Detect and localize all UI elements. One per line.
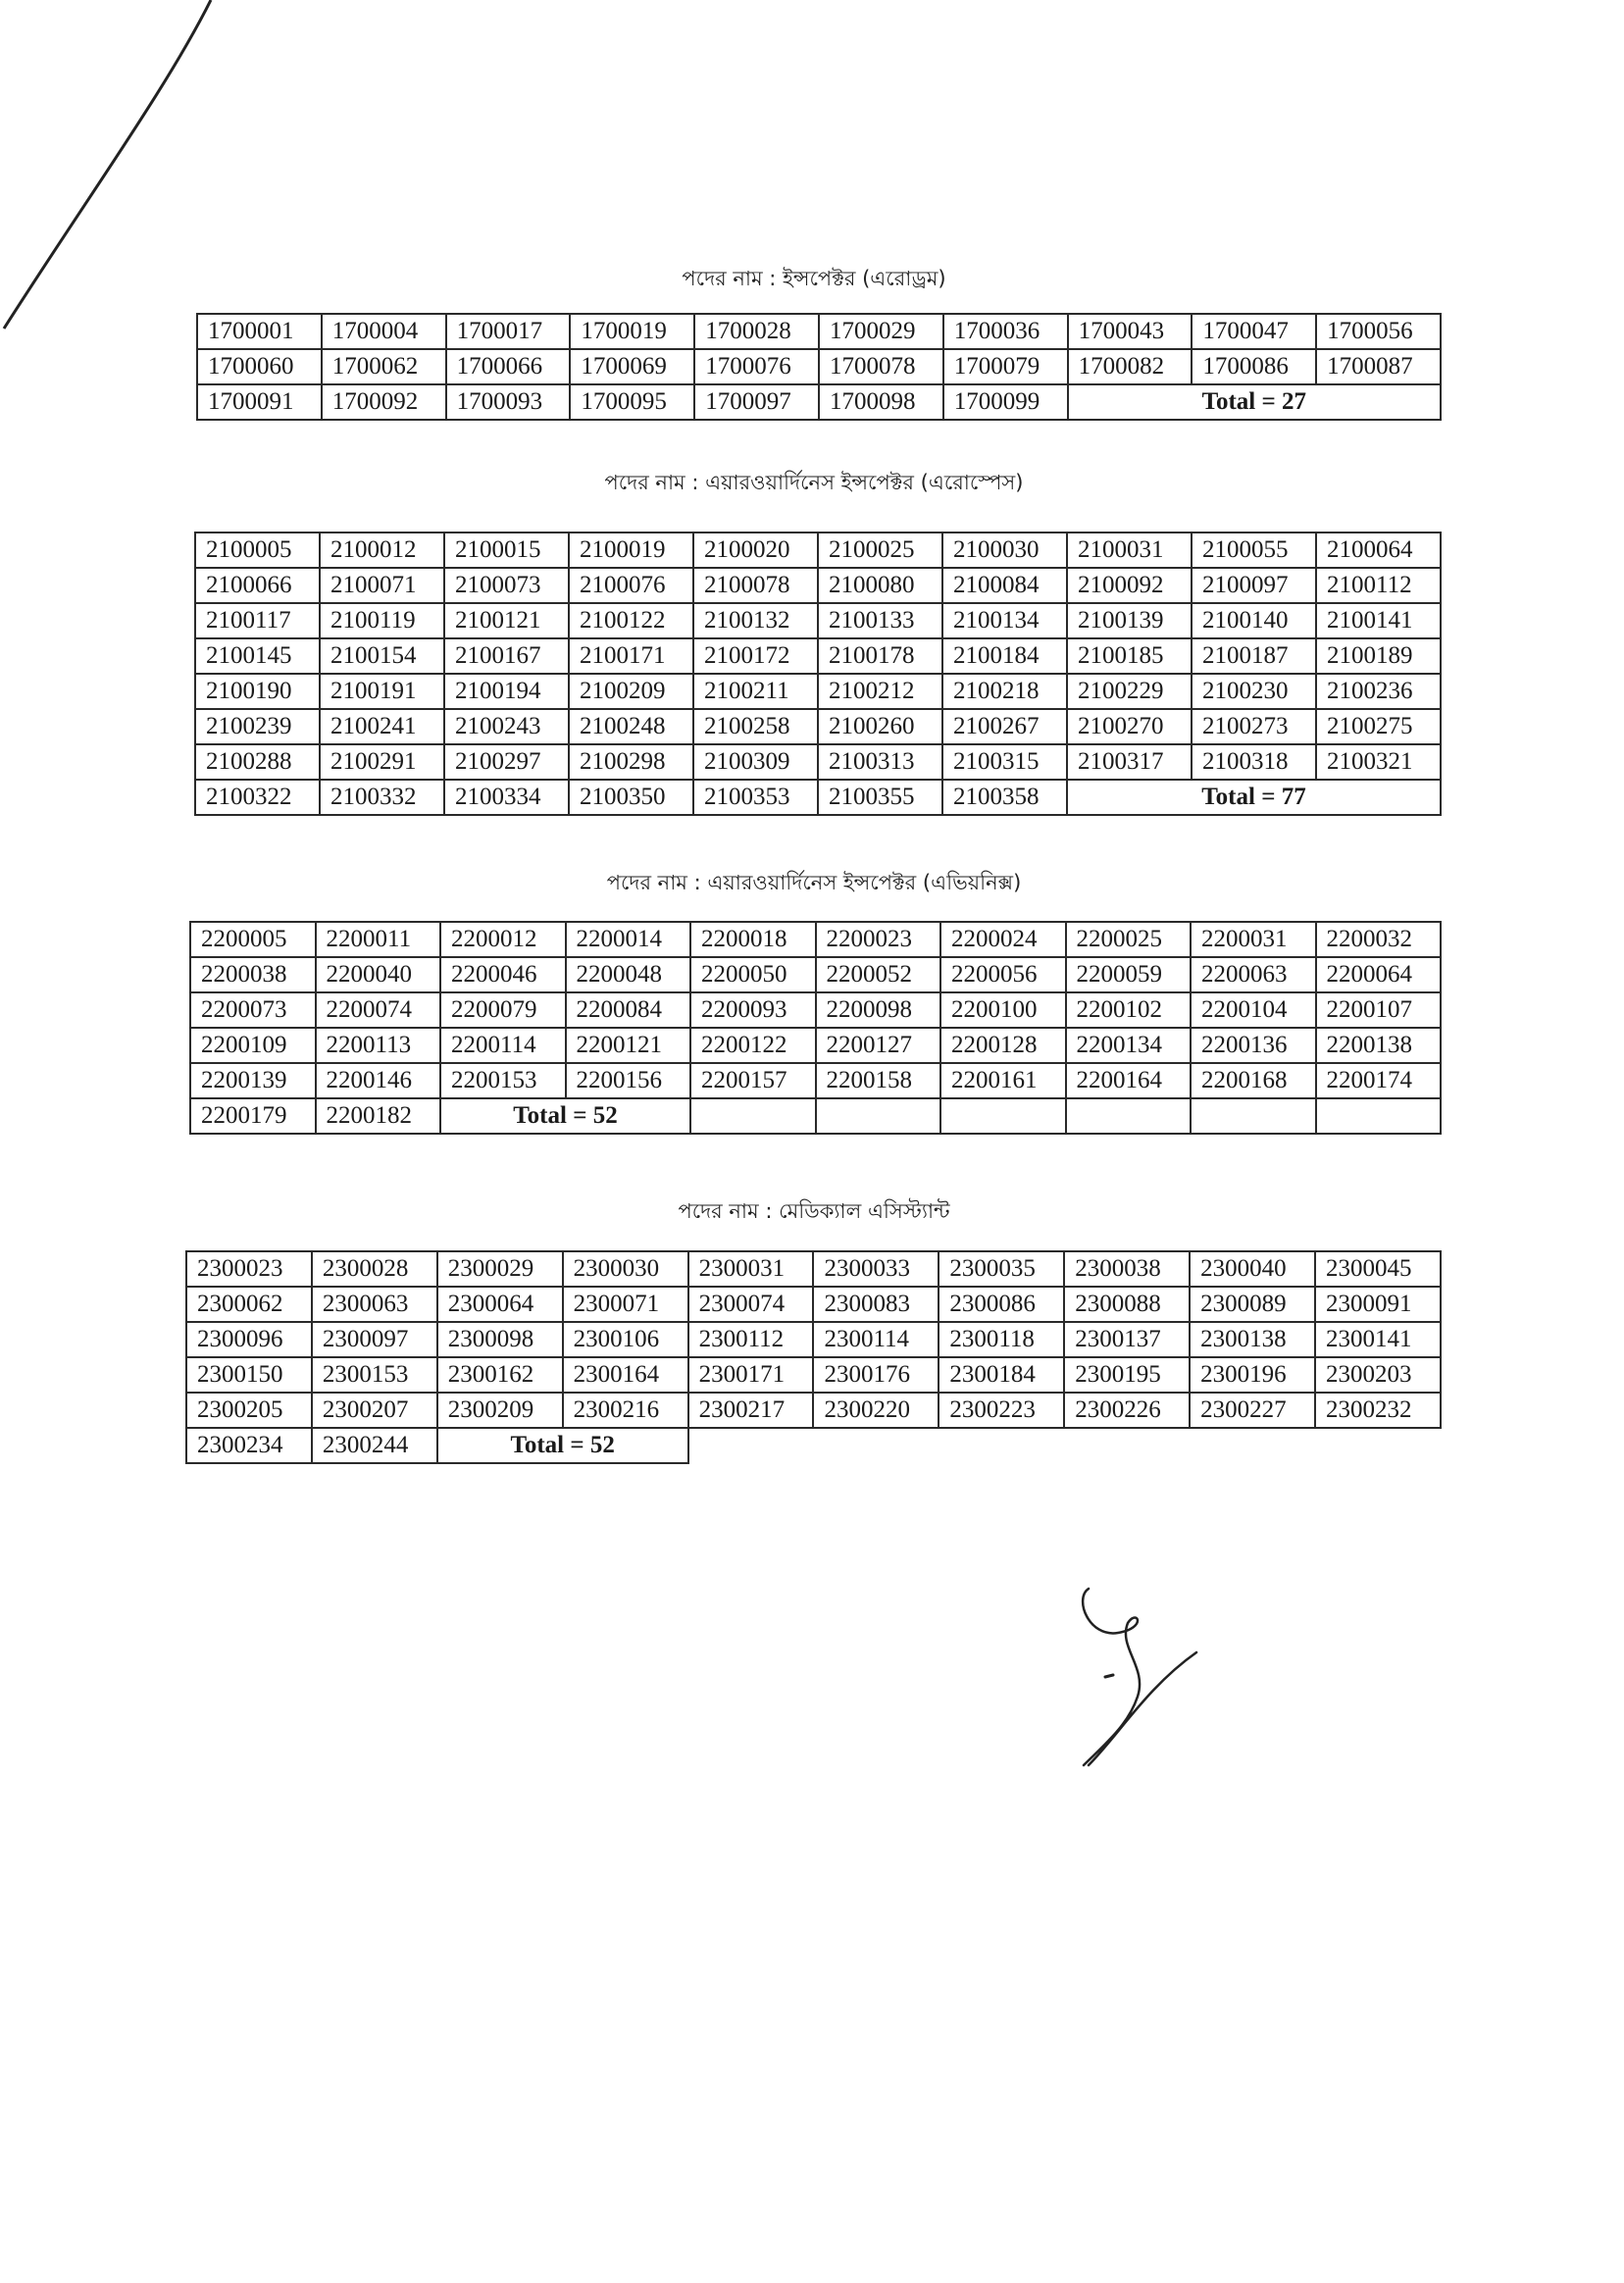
roll-number-cell: 2300040	[1190, 1251, 1315, 1287]
roll-number-cell: 2100172	[693, 638, 818, 674]
roll-number-cell: 2300089	[1190, 1287, 1315, 1322]
roll-number-cell: 2200182	[316, 1098, 441, 1134]
roll-number-cell: 2100236	[1316, 674, 1441, 709]
roll-number-cell: 1700078	[819, 349, 943, 384]
empty-cell	[816, 1098, 941, 1134]
roll-number-cell: 2200046	[440, 957, 566, 992]
roll-number-cell: 1700069	[570, 349, 694, 384]
table-row	[186, 1251, 1441, 1287]
roll-number-cell: 2200158	[816, 1063, 941, 1098]
roll-number-cell: 1700076	[694, 349, 819, 384]
roll-number-cell: 2300227	[1190, 1393, 1315, 1428]
roll-number-cell: 1700066	[446, 349, 571, 384]
roll-number-cell: 2100019	[569, 533, 693, 568]
roll-number-cell: 2200025	[1066, 922, 1192, 957]
roll-number-cell: 2100258	[693, 709, 818, 744]
roll-number-cell: 2200038	[190, 957, 316, 992]
roll-number-cell: 1700004	[322, 314, 446, 349]
table-row	[195, 780, 1441, 815]
roll-number-cell: 2200031	[1191, 922, 1316, 957]
table-row	[195, 603, 1441, 638]
roll-number-cell: 2200102	[1066, 992, 1192, 1028]
roll-number-cell: 2300217	[688, 1393, 814, 1428]
table-row	[190, 1028, 1441, 1063]
roll-number-cell: 2100288	[195, 744, 320, 780]
roll-table	[196, 313, 1442, 421]
roll-number-cell: 2200168	[1191, 1063, 1316, 1098]
roll-number-cell: 2300176	[813, 1357, 939, 1393]
roll-number-cell: 2100275	[1316, 709, 1441, 744]
roll-number-cell: 2300096	[186, 1322, 312, 1357]
roll-number-cell: 2200073	[190, 992, 316, 1028]
signature	[1069, 1579, 1216, 1775]
roll-number-cell: 1700099	[943, 384, 1068, 420]
roll-number-cell: 2100073	[444, 568, 569, 603]
roll-number-cell: 2200134	[1066, 1028, 1192, 1063]
roll-number-cell: 2100139	[1067, 603, 1192, 638]
roll-number-cell: 2300232	[1315, 1393, 1441, 1428]
roll-number-cell: 2100078	[693, 568, 818, 603]
roll-number-cell: 2100167	[444, 638, 569, 674]
roll-number-cell: 1700019	[570, 314, 694, 349]
roll-number-cell: 2200084	[566, 992, 691, 1028]
empty-cell	[1316, 1098, 1442, 1134]
roll-number-cell: 2300035	[939, 1251, 1064, 1287]
roll-number-cell: 2200104	[1191, 992, 1316, 1028]
roll-number-cell: 2300063	[312, 1287, 437, 1322]
roll-number-cell: 2100309	[693, 744, 818, 780]
table-row	[197, 384, 1441, 420]
roll-number-cell: 2300226	[1064, 1393, 1190, 1428]
roll-number-cell: 2200114	[440, 1028, 566, 1063]
roll-number-cell: 2100355	[818, 780, 942, 815]
roll-number-cell: 2200011	[316, 922, 441, 957]
table-row	[186, 1393, 1441, 1428]
roll-number-cell: 2100187	[1192, 638, 1316, 674]
roll-number-cell: 2100260	[818, 709, 942, 744]
roll-number-cell: 2200174	[1316, 1063, 1442, 1098]
roll-number-cell: 2300137	[1064, 1322, 1190, 1357]
table-row	[186, 1287, 1441, 1322]
roll-number-cell: 2300029	[437, 1251, 563, 1287]
roll-number-cell: 2100064	[1316, 533, 1441, 568]
table-row	[190, 992, 1441, 1028]
total-cell: Total = 27	[1068, 384, 1441, 420]
total-cell: Total = 77	[1067, 780, 1441, 815]
roll-number-cell: 1700092	[322, 384, 446, 420]
roll-number-cell: 2200157	[690, 1063, 816, 1098]
roll-number-cell: 2200138	[1316, 1028, 1442, 1063]
roll-number-cell: 2200040	[316, 957, 441, 992]
roll-number-cell: 2200156	[566, 1063, 691, 1098]
roll-number-cell: 2100084	[942, 568, 1067, 603]
roll-number-cell: 2200063	[1191, 957, 1316, 992]
roll-number-cell: 2300234	[186, 1428, 312, 1463]
roll-number-cell: 2100030	[942, 533, 1067, 568]
roll-number-cell: 1700091	[197, 384, 322, 420]
roll-number-cell: 2100112	[1316, 568, 1441, 603]
section-heading: পদের নাম : মেডিক্যাল এসিস্ট্যান্ট	[678, 1199, 950, 1223]
roll-number-cell: 2100267	[942, 709, 1067, 744]
roll-number-cell: 2300118	[939, 1322, 1064, 1357]
roll-number-cell: 2300062	[186, 1287, 312, 1322]
roll-number-cell: 2100317	[1067, 744, 1192, 780]
roll-number-cell: 2300220	[813, 1393, 939, 1428]
roll-number-cell: 2100055	[1192, 533, 1316, 568]
empty-cell	[1190, 1428, 1315, 1463]
roll-number-cell: 2200052	[816, 957, 941, 992]
roll-number-cell: 2100334	[444, 780, 569, 815]
roll-number-cell: 2100012	[320, 533, 444, 568]
roll-table	[189, 921, 1442, 1135]
roll-number-cell: 1700098	[819, 384, 943, 420]
roll-number-cell: 2100119	[320, 603, 444, 638]
roll-number-cell: 1700043	[1068, 314, 1193, 349]
roll-number-cell: 2300028	[312, 1251, 437, 1287]
table-row	[190, 1063, 1441, 1098]
roll-number-cell: 1700060	[197, 349, 322, 384]
empty-cell	[1066, 1098, 1192, 1134]
roll-number-cell: 2100025	[818, 533, 942, 568]
roll-number-cell: 2200153	[440, 1063, 566, 1098]
roll-number-cell: 2300106	[563, 1322, 688, 1357]
roll-number-cell: 2300033	[813, 1251, 939, 1287]
roll-number-cell: 2100122	[569, 603, 693, 638]
roll-number-cell: 2200127	[816, 1028, 941, 1063]
roll-number-cell: 2100321	[1316, 744, 1441, 780]
roll-number-cell: 2100141	[1316, 603, 1441, 638]
table-row	[195, 744, 1441, 780]
section-heading: পদের নাম : এয়ারওয়ার্দিনেস ইন্সপেক্টর (এরোস্পেস)	[604, 471, 1024, 494]
roll-number-cell: 2200098	[816, 992, 941, 1028]
roll-number-cell: 2100190	[195, 674, 320, 709]
roll-number-cell: 2300195	[1064, 1357, 1190, 1393]
roll-number-cell: 2100350	[569, 780, 693, 815]
roll-number-cell: 2200032	[1316, 922, 1442, 957]
roll-number-cell: 2300098	[437, 1322, 563, 1357]
roll-number-cell: 2100358	[942, 780, 1067, 815]
roll-number-cell: 2100353	[693, 780, 818, 815]
table-row	[197, 314, 1441, 349]
empty-cell	[940, 1098, 1066, 1134]
roll-number-cell: 2100239	[195, 709, 320, 744]
section-heading: পদের নাম : ইন্সপেক্টর (এরোড্রম)	[682, 267, 946, 290]
table-row	[195, 638, 1441, 674]
roll-number-cell: 2300203	[1315, 1357, 1441, 1393]
roll-number-cell: 2100212	[818, 674, 942, 709]
empty-cell	[813, 1428, 939, 1463]
roll-number-cell: 1700001	[197, 314, 322, 349]
roll-number-cell: 2100241	[320, 709, 444, 744]
roll-number-cell: 2100020	[693, 533, 818, 568]
roll-number-cell: 1700087	[1316, 349, 1441, 384]
roll-number-cell: 2300074	[688, 1287, 814, 1322]
roll-number-cell: 2300138	[1190, 1322, 1315, 1357]
table-row	[186, 1322, 1441, 1357]
roll-number-cell: 2100140	[1192, 603, 1316, 638]
roll-number-cell: 1700017	[446, 314, 571, 349]
roll-number-cell: 2300162	[437, 1357, 563, 1393]
total-cell: Total = 52	[440, 1098, 690, 1134]
empty-cell	[1315, 1428, 1441, 1463]
roll-number-cell: 2200059	[1066, 957, 1192, 992]
roll-number-cell: 2200107	[1316, 992, 1442, 1028]
roll-number-cell: 2300038	[1064, 1251, 1190, 1287]
roll-number-cell: 2200005	[190, 922, 316, 957]
roll-number-cell: 2100185	[1067, 638, 1192, 674]
roll-number-cell: 2100097	[1192, 568, 1316, 603]
roll-number-cell: 2200048	[566, 957, 691, 992]
roll-number-cell: 2100209	[569, 674, 693, 709]
roll-number-cell: 2100315	[942, 744, 1067, 780]
roll-number-cell: 2200074	[316, 992, 441, 1028]
roll-number-cell: 2300207	[312, 1393, 437, 1428]
roll-number-cell: 2300223	[939, 1393, 1064, 1428]
roll-number-cell: 2300171	[688, 1357, 814, 1393]
roll-number-cell: 2100117	[195, 603, 320, 638]
roll-number-cell: 2200064	[1316, 957, 1442, 992]
table-row	[186, 1357, 1441, 1393]
roll-number-cell: 2200164	[1066, 1063, 1192, 1098]
section-heading: পদের নাম : এয়ারওয়ার্দিনেস ইন্সপেক্টর (এভিয়নিক্স)	[606, 871, 1022, 894]
roll-number-cell: 2200014	[566, 922, 691, 957]
roll-number-cell: 2100211	[693, 674, 818, 709]
roll-number-cell: 2300031	[688, 1251, 814, 1287]
roll-number-cell: 2100298	[569, 744, 693, 780]
roll-number-cell: 1700056	[1316, 314, 1441, 349]
roll-number-cell: 1700097	[694, 384, 819, 420]
roll-number-cell: 2300097	[312, 1322, 437, 1357]
roll-number-cell: 2300091	[1315, 1287, 1441, 1322]
roll-number-cell: 2100178	[818, 638, 942, 674]
roll-number-cell: 2100171	[569, 638, 693, 674]
roll-number-cell: 2100229	[1067, 674, 1192, 709]
roll-number-cell: 2100318	[1192, 744, 1316, 780]
roll-number-cell: 2200012	[440, 922, 566, 957]
roll-number-cell: 2200122	[690, 1028, 816, 1063]
empty-cell	[688, 1428, 814, 1463]
roll-number-cell: 1700062	[322, 349, 446, 384]
roll-number-cell: 2200056	[940, 957, 1066, 992]
table-row	[190, 1098, 1441, 1134]
roll-number-cell: 2100154	[320, 638, 444, 674]
roll-number-cell: 1700079	[943, 349, 1068, 384]
roll-table	[194, 532, 1442, 816]
roll-number-cell: 2100291	[320, 744, 444, 780]
roll-number-cell: 2300030	[563, 1251, 688, 1287]
roll-number-cell: 2200093	[690, 992, 816, 1028]
roll-number-cell: 2100076	[569, 568, 693, 603]
roll-number-cell: 2300216	[563, 1393, 688, 1428]
roll-number-cell: 2200139	[190, 1063, 316, 1098]
table-row	[195, 533, 1441, 568]
roll-number-cell: 2200024	[940, 922, 1066, 957]
table-row	[197, 349, 1441, 384]
roll-number-cell: 2100189	[1316, 638, 1441, 674]
roll-number-cell: 2200079	[440, 992, 566, 1028]
roll-number-cell: 1700093	[446, 384, 571, 420]
roll-number-cell: 1700047	[1192, 314, 1316, 349]
roll-number-cell: 2100071	[320, 568, 444, 603]
roll-number-cell: 2200136	[1191, 1028, 1316, 1063]
roll-number-cell: 2300244	[312, 1428, 437, 1463]
roll-number-cell: 1700095	[570, 384, 694, 420]
empty-cell	[939, 1428, 1064, 1463]
table-row	[195, 674, 1441, 709]
roll-number-cell: 2100218	[942, 674, 1067, 709]
roll-number-cell: 2100184	[942, 638, 1067, 674]
roll-number-cell: 2300205	[186, 1393, 312, 1428]
roll-number-cell: 2200023	[816, 922, 941, 957]
roll-number-cell: 2300184	[939, 1357, 1064, 1393]
roll-number-cell: 2100191	[320, 674, 444, 709]
roll-number-cell: 2300196	[1190, 1357, 1315, 1393]
empty-cell	[690, 1098, 816, 1134]
roll-number-cell: 2300086	[939, 1287, 1064, 1322]
roll-number-cell: 2300083	[813, 1287, 939, 1322]
roll-number-cell: 2200018	[690, 922, 816, 957]
table-row	[190, 957, 1441, 992]
roll-number-cell: 2100133	[818, 603, 942, 638]
roll-number-cell: 2200179	[190, 1098, 316, 1134]
scan-edge-line	[0, 0, 235, 353]
roll-number-cell: 2100005	[195, 533, 320, 568]
roll-number-cell: 2100322	[195, 780, 320, 815]
roll-number-cell: 2300141	[1315, 1322, 1441, 1357]
roll-number-cell: 2100230	[1192, 674, 1316, 709]
roll-number-cell: 2100134	[942, 603, 1067, 638]
table-row	[186, 1428, 1441, 1463]
roll-number-cell: 2200121	[566, 1028, 691, 1063]
roll-number-cell: 2300088	[1064, 1287, 1190, 1322]
roll-number-cell: 2300164	[563, 1357, 688, 1393]
roll-number-cell: 2100243	[444, 709, 569, 744]
roll-number-cell: 2300150	[186, 1357, 312, 1393]
table-row	[195, 568, 1441, 603]
roll-number-cell: 2100080	[818, 568, 942, 603]
roll-number-cell: 2300112	[688, 1322, 814, 1357]
roll-number-cell: 2200050	[690, 957, 816, 992]
roll-number-cell: 2100132	[693, 603, 818, 638]
roll-number-cell: 2200100	[940, 992, 1066, 1028]
roll-number-cell: 2300045	[1315, 1251, 1441, 1287]
total-cell: Total = 52	[437, 1428, 688, 1463]
roll-number-cell: 2300023	[186, 1251, 312, 1287]
table-row	[195, 709, 1441, 744]
roll-number-cell: 1700036	[943, 314, 1068, 349]
roll-number-cell: 2300209	[437, 1393, 563, 1428]
roll-number-cell: 2100270	[1067, 709, 1192, 744]
empty-cell	[1191, 1098, 1316, 1134]
roll-number-cell: 2100332	[320, 780, 444, 815]
roll-number-cell: 2100297	[444, 744, 569, 780]
roll-number-cell: 2100248	[569, 709, 693, 744]
roll-number-cell: 1700086	[1192, 349, 1316, 384]
roll-number-cell: 2200146	[316, 1063, 441, 1098]
roll-number-cell: 2300071	[563, 1287, 688, 1322]
roll-number-cell: 2100313	[818, 744, 942, 780]
roll-number-cell: 2100031	[1067, 533, 1192, 568]
roll-number-cell: 2100194	[444, 674, 569, 709]
roll-number-cell: 2300114	[813, 1322, 939, 1357]
roll-number-cell: 2200128	[940, 1028, 1066, 1063]
roll-number-cell: 2200109	[190, 1028, 316, 1063]
roll-number-cell: 2100273	[1192, 709, 1316, 744]
roll-number-cell: 1700082	[1068, 349, 1193, 384]
roll-table	[185, 1250, 1442, 1464]
roll-number-cell: 1700028	[694, 314, 819, 349]
roll-number-cell: 2300064	[437, 1287, 563, 1322]
roll-number-cell: 2100015	[444, 533, 569, 568]
table-row	[190, 922, 1441, 957]
roll-number-cell: 2200113	[316, 1028, 441, 1063]
roll-number-cell: 2300153	[312, 1357, 437, 1393]
roll-number-cell: 2100066	[195, 568, 320, 603]
roll-number-cell: 2100121	[444, 603, 569, 638]
empty-cell	[1064, 1428, 1190, 1463]
roll-number-cell: 2200161	[940, 1063, 1066, 1098]
roll-number-cell: 1700029	[819, 314, 943, 349]
roll-number-cell: 2100145	[195, 638, 320, 674]
roll-number-cell: 2100092	[1067, 568, 1192, 603]
